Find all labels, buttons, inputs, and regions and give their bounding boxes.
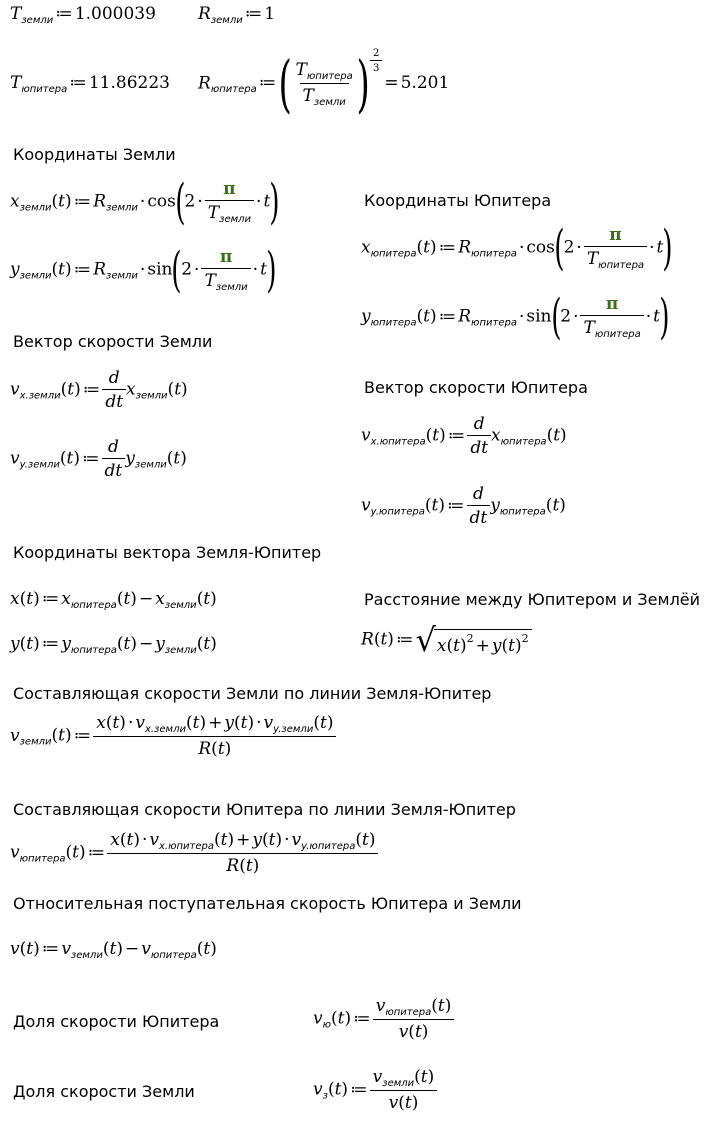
symbol-t: t [123, 634, 131, 654]
symbol-x: x [436, 636, 447, 656]
symbol-t: t [58, 191, 65, 212]
pi-over-t [201, 247, 250, 293]
subscript: y.земли [273, 724, 314, 735]
vx-jupiter-formula: $v_{x.юпитера}(t)$ ≔ $\frac{d}{dt}$ $x_{юпитера}(t)$ [361, 414, 567, 458]
symbol-t: t [112, 713, 120, 733]
const-two: 2 [184, 191, 196, 212]
left-paren: ( [278, 46, 293, 120]
right-paren: ) [266, 242, 277, 298]
symbol-T: T [302, 85, 314, 106]
subscript: юпитера [471, 317, 517, 329]
assign-op: ≔ [244, 4, 263, 24]
symbol-v: v [291, 830, 302, 850]
symbol-t: t [423, 237, 430, 258]
symbol-t: t [126, 830, 134, 850]
symbol-v: v [10, 448, 20, 469]
vy-earth-formula: $v_{y.земли}(t)$ ≔ $\frac{d}{dt}$ $y_{земли}(t)$ [10, 437, 187, 481]
subscript: юпитера [385, 1007, 432, 1018]
symbol-x: x [10, 589, 20, 609]
symbol-v: v [10, 379, 20, 400]
v-jupiter-formula: $v_{юпитера}(t)$ ≔ $\frac{x(t) \cdot v_{x.юпитера}(t) + y(t) \cdot v_{y.юпитера}(t)}{R(t)}$ [10, 830, 378, 876]
r-earth-definition [198, 4, 275, 26]
derivative-operator [467, 484, 491, 528]
subscript: юпитера [598, 260, 645, 271]
assign-op: ≔ [55, 4, 73, 24]
symbol-R: R [198, 4, 211, 24]
value: 11.86223 [88, 73, 170, 93]
heading-vector-coords: Координаты вектора Земля-Юпитер [13, 543, 322, 562]
vy-jupiter-formula: $v_{y.юпитера}(t)$ ≔ $\frac{d}{dt}$ $y_{юпитера}(t)$ [361, 484, 566, 528]
assign-op: ≔ [438, 306, 457, 327]
right-paren: ) [356, 46, 370, 120]
pi-over-t [584, 225, 647, 271]
distance-formula: R(t) ≔ √ $x(t)^2 + y(t)^2$ [361, 624, 532, 656]
symbol-v: v [263, 713, 274, 733]
symbol-t: t [508, 636, 515, 656]
symbol-y: y [10, 259, 20, 280]
symbol-R: R [198, 73, 211, 94]
v-relative-formula: v(t) ≔ $v_{земли}(t) - v_{юпитера}(t)$ [10, 939, 217, 961]
result-value: 5.201 [400, 73, 450, 93]
exponent-two: 2 [466, 632, 474, 645]
subscript: земли [19, 270, 52, 282]
subscript: юпитера [21, 84, 68, 95]
symbol-x: x [96, 713, 106, 733]
cos-function: cos [526, 237, 555, 258]
symbol-t: t [67, 379, 75, 400]
subscript: юпитера [306, 70, 353, 82]
symbol-T: T [10, 73, 22, 93]
derivative-operator [102, 368, 126, 412]
symbol-x: x [491, 425, 501, 446]
symbol-t: t [26, 634, 34, 654]
symbol-t: t [192, 713, 200, 733]
symbol-v: v [372, 1067, 383, 1087]
d-symbol: d [108, 368, 120, 388]
symbol-y: y [10, 634, 20, 654]
sqrt: √ $x(t)^2 + y(t)^2$ [416, 624, 532, 656]
left-paren: ( [550, 289, 562, 345]
subscript: x.юпитера [370, 436, 426, 448]
symbol-t: t [217, 739, 225, 759]
heading-jupiter-velocity: Вектор скорости Юпитера [364, 378, 588, 397]
heading-earth-coords: Координаты Земли [13, 145, 176, 164]
pi-symbol: π [219, 247, 233, 267]
assign-op: ≔ [258, 73, 277, 93]
assign-op: ≔ [350, 1079, 368, 1100]
assign-op: ≔ [73, 725, 92, 746]
assign-op: ≔ [82, 379, 101, 400]
jupiter-share-formula: $v_ю(t)$ ≔ $\frac{v_{юпитера}(t)}{v(t)}$ [313, 996, 454, 1042]
subscript: юпитера [70, 600, 117, 611]
symbol-t: t [552, 495, 560, 516]
assign-op: ≔ [73, 191, 92, 212]
t-earth-definition [10, 4, 156, 26]
symbol-y: y [490, 495, 500, 516]
symbol-t: t [337, 1008, 345, 1029]
exp-den: 3 [370, 60, 382, 74]
vx-earth-formula: $v_{x.земли}(t)$ ≔ $\frac{d}{dt}$ $x_{земли}(t)$ [10, 368, 188, 412]
symbol-x: x [10, 191, 20, 212]
subscript: земли [106, 202, 138, 214]
symbol-v: v [361, 495, 371, 516]
pi-symbol: π [609, 225, 622, 245]
symbol-v: v [313, 1008, 323, 1029]
subscript: y.юпитера [370, 506, 425, 518]
symbol-v: v [10, 842, 20, 863]
subscript: земли [164, 600, 197, 611]
const-two: 2 [563, 237, 575, 258]
symbol-R: R [198, 739, 212, 759]
subscript: земли [164, 645, 197, 656]
symbol-t: t [58, 259, 65, 280]
cos-function: cos [147, 191, 176, 212]
right-paren: ) [659, 289, 670, 345]
projection-fraction: $\frac{x(t) \cdot v_{x.земли}(t) + y(t) \cdot v_{y.земли}(t)}{R(t)}$ [93, 713, 336, 759]
pi-symbol: π [223, 179, 236, 199]
derivative-operator [102, 437, 126, 481]
subscript: земли [219, 214, 252, 225]
symbol-v: v [398, 1022, 409, 1042]
subscript: земли [106, 270, 138, 282]
heading-relative-velocity: Относительная поступательная скорость Юпитера и Земли [13, 894, 522, 913]
heading-earth-share: Доля скорости Земли [13, 1082, 195, 1101]
subscript: юпитера [499, 506, 546, 518]
subscript: земли [215, 282, 248, 293]
assign-op: ≔ [87, 842, 106, 863]
symbol-v: v [141, 939, 151, 959]
symbol-t: t [653, 306, 660, 327]
symbol-t: t [72, 842, 80, 863]
symbol-t: t [334, 1079, 342, 1100]
subscript: земли [135, 390, 168, 402]
assign-op: ≔ [353, 1008, 371, 1029]
heading-distance: Расстояние между Юпитером и Землёй [364, 590, 701, 609]
assign-op: ≔ [395, 629, 414, 650]
const-two: 2 [181, 259, 193, 280]
d-symbol: d [107, 437, 119, 457]
subscript: земли [313, 96, 346, 108]
symbol-t: t [123, 589, 131, 609]
symbol-t: t [319, 713, 327, 733]
symbol-t: t [240, 713, 248, 733]
heading-earth-velocity: Вектор скорости Земли [13, 332, 213, 351]
earth-share-formula: $v_з(t)$ ≔ $\frac{v_{земли}(t)}{v(t)}$ [313, 1067, 437, 1113]
projection-fraction: $\frac{x(t) \cdot v_{x.юпитера}(t) + y(t) \cdot v_{y.юпитера}(t)}{R(t)}$ [107, 830, 378, 876]
symbol-x: x [361, 237, 371, 258]
symbol-y: y [252, 830, 262, 850]
subscript: юпитера [150, 950, 197, 961]
symbol-T: T [295, 59, 307, 80]
pi-over-t [580, 294, 643, 340]
v-earth-formula: $v_{земли}(t)$ ≔ $\frac{x(t) \cdot v_{x.земли}(t) + y(t) \cdot v_{y.земли}(t)}{R(t)}$ [10, 713, 336, 759]
symbol-y: y [155, 634, 165, 654]
symbol-t: t [420, 1067, 428, 1087]
right-paren: ) [269, 174, 280, 230]
symbol-x: x [126, 379, 136, 400]
subscript: юпитера [594, 329, 641, 340]
symbol-t: t [58, 725, 65, 746]
assign-op: ≔ [41, 634, 60, 654]
subscript: земли [19, 736, 52, 748]
subscript: земли [210, 15, 243, 26]
y-jupiter-formula: $y_{юпитера}(t)$ ≔ $R_{юпитера} \cdot \sin(2$ · $\frac{\pi}{T_{юпитера}}$ · t) [361, 289, 670, 345]
subscript: з [322, 1090, 328, 1102]
symbol-R: R [458, 306, 472, 327]
sin-function: sin [147, 259, 173, 280]
left-paren: ( [554, 220, 565, 276]
subscript: юпитера [19, 853, 66, 865]
symbol-y: y [361, 306, 371, 327]
symbol-x: x [61, 589, 71, 609]
left-paren: ( [175, 174, 186, 230]
symbol-t: t [26, 939, 34, 959]
symbol-v: v [10, 939, 20, 959]
symbol-t: t [203, 939, 211, 959]
symbol-t: t [553, 425, 561, 446]
symbol-t: t [380, 629, 388, 650]
symbol-T: T [583, 318, 595, 338]
subscript: юпитера [370, 248, 417, 260]
symbol-y: y [224, 713, 234, 733]
assign-op: ≔ [41, 939, 60, 959]
subscript: земли [70, 950, 103, 961]
symbol-T: T [586, 249, 599, 269]
heading-jupiter-component: Составляющая скорости Юпитера по линии Земля-Юпитер [13, 800, 516, 819]
sin-function: sin [526, 306, 552, 327]
symbol-y: y [125, 448, 135, 469]
symbol-R: R [93, 259, 107, 280]
assign-op: ≔ [73, 259, 92, 280]
dt-symbol: dt [467, 505, 491, 528]
exponent [370, 48, 382, 74]
x-jupiter-formula: $x_{юпитера}(t)$ ≔ $R_{юпитера} \cdot \cos(2$ · $\frac{\pi}{T_{юпитера}}$ · t) [361, 220, 673, 276]
period-ratio [293, 60, 356, 108]
subscript: юпитера [210, 84, 257, 95]
symbol-t: t [109, 939, 117, 959]
subscript: y.юпитера [301, 841, 356, 852]
t-jupiter-definition [10, 73, 170, 95]
symbol-v: v [61, 939, 71, 959]
assign-op: ≔ [69, 73, 87, 93]
subscript: земли [134, 459, 167, 471]
symbol-t: t [173, 448, 181, 469]
symbol-v: v [388, 1093, 399, 1113]
subscript: земли [21, 15, 54, 26]
symbol-t: t [174, 379, 182, 400]
symbol-v: v [10, 726, 20, 746]
pi-symbol: π [605, 294, 619, 314]
y-vector-formula: y(t) ≔ $y_{юпитера}(t) - y_{земли}(t)$ [10, 634, 217, 656]
subscript: юпитера [70, 645, 117, 656]
symbol-t: t [437, 996, 445, 1016]
symbol-t: t [432, 425, 440, 446]
d-symbol: d [472, 484, 484, 504]
const-two: 2 [560, 306, 572, 327]
heading-jupiter-share: Доля скорости Юпитера [13, 1012, 220, 1031]
heading-earth-component: Составляющая скорости Земли по линии Земля-Юпитер [13, 684, 492, 703]
symbol-t: t [220, 830, 228, 850]
assign-op: ≔ [438, 237, 457, 258]
symbol-t: t [203, 589, 211, 609]
symbol-t: t [453, 636, 460, 656]
r-jupiter-formula: $R_{юпитера}$ ≔( $\frac{T_{юпитера}}{T_{земли}}$ ) $\frac{2}{3}$ = 5.201 [198, 46, 450, 120]
x-earth-formula: $x_{земли}(t)$ ≔ $R_{земли} \cdot \cos(2$ · $\frac{\pi}{T_{земли}}$ · t) [10, 174, 280, 230]
exponent-two: 2 [521, 632, 529, 645]
y-earth-formula: $y_{земли}(t)$ ≔ $R_{земли} \cdot \sin(2$ · $\frac{\pi}{T_{земли}}$ · t) [10, 242, 277, 298]
assign-op: ≔ [81, 448, 100, 469]
assign-op: ≔ [446, 495, 465, 516]
symbol-T: T [10, 4, 22, 24]
symbol-R: R [226, 856, 240, 876]
subscript: ю [322, 1019, 332, 1031]
assign-op: ≔ [41, 589, 60, 609]
dt-symbol: dt [102, 458, 126, 481]
left-paren: ( [171, 242, 182, 298]
symbol-R: R [93, 191, 107, 212]
symbol-T: T [207, 203, 220, 223]
subscript: y.земли [19, 459, 60, 471]
symbol-v: v [135, 713, 145, 733]
symbol-t: t [414, 1022, 422, 1042]
symbol-t: t [263, 191, 271, 212]
subscript: юпитера [370, 317, 417, 329]
symbol-t: t [431, 495, 439, 516]
symbol-t: t [260, 259, 267, 280]
symbol-t: t [268, 830, 276, 850]
symbol-t: t [656, 237, 664, 258]
symbol-v: v [361, 425, 371, 446]
symbol-t: t [423, 306, 431, 327]
symbol-t: t [26, 589, 34, 609]
symbol-y: y [491, 636, 502, 656]
subscript: земли [19, 202, 52, 214]
subscript: юпитера [471, 248, 517, 260]
symbol-v: v [375, 996, 386, 1016]
symbol-t: t [404, 1093, 412, 1113]
subscript: x.земли [144, 724, 186, 735]
symbol-T: T [204, 271, 216, 291]
dt-symbol: dt [467, 435, 491, 458]
pi-over-t [205, 179, 254, 225]
share-fraction: $\frac{v_{юпитера}(t)}{v(t)}$ [373, 996, 455, 1042]
subscript: земли [382, 1078, 415, 1089]
value: 1 [264, 4, 276, 24]
symbol-R: R [361, 629, 374, 650]
right-paren: ) [662, 220, 673, 276]
share-fraction: $\frac{v_{земли}(t)}{v(t)}$ [370, 1067, 438, 1113]
subscript: юпитера [500, 436, 547, 448]
symbol-t: t [245, 856, 253, 876]
subscript: x.юпитера [158, 841, 214, 852]
value: 1.000039 [74, 4, 156, 24]
x-vector-formula: x(t) ≔ $x_{юпитера}(t) - x_{земли}(t)$ [10, 589, 217, 611]
symbol-x: x [155, 589, 165, 609]
symbol-x: x [110, 830, 120, 850]
symbol-t: t [361, 830, 369, 850]
heading-jupiter-coords: Координаты Юпитера [364, 191, 552, 210]
symbol-v: v [149, 830, 159, 850]
symbol-t: t [66, 448, 74, 469]
dt-symbol: dt [102, 389, 126, 412]
d-symbol: d [473, 414, 485, 434]
symbol-t: t [203, 634, 211, 654]
exp-num: 2 [372, 48, 380, 59]
symbol-R: R [458, 237, 472, 258]
subscript: x.земли [19, 390, 61, 402]
symbol-v: v [313, 1079, 323, 1100]
derivative-operator [467, 414, 491, 458]
assign-op: ≔ [447, 425, 466, 446]
symbol-y: y [61, 634, 71, 654]
